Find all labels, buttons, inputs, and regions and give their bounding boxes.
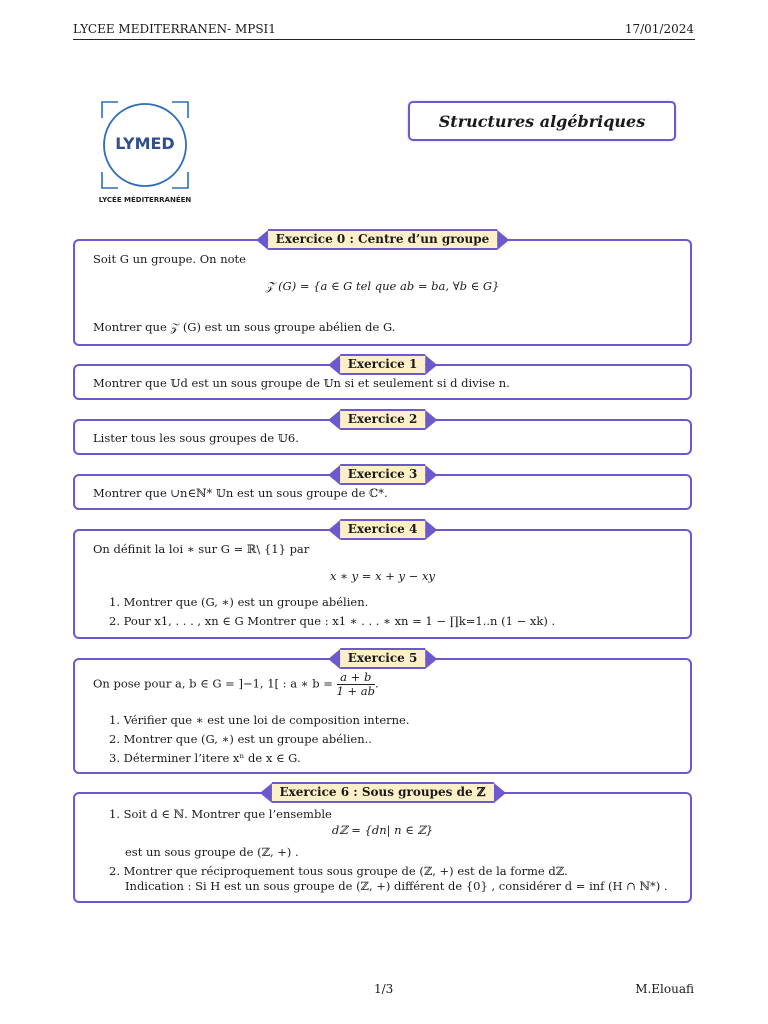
ex2-text: Lister tous les sous groupes de 𝕌6.: [93, 431, 299, 445]
header-rule: [73, 39, 695, 40]
header-left: LYCEE MEDITERRANEN- MPSI1: [73, 22, 276, 36]
ex5-item2: 2. Montrer que (G, ∗) est un groupe abélien..: [109, 732, 372, 746]
exercise-2-tag: Exercice 2: [328, 409, 438, 430]
exercise-6-tag: Exercice 6 : Sous groupes de ℤ: [259, 782, 505, 803]
exercise-1-box: [73, 357, 692, 400]
ex4-line1: On définit la loi ∗ sur G = ℝ\ {1} par: [93, 542, 310, 556]
ex5-line1: On pose pour a, b ∈ G = ]−1, 1[ : a ∗ b = $\frac{a + b}{1 + ab}$ .: [93, 670, 379, 698]
ex4-formula: x ∗ y = x + y − xy: [330, 569, 435, 583]
ex4-item1: 1. Montrer que (G, ∗) est un groupe abélien.: [109, 595, 369, 609]
ex1-text: Montrer que 𝕌d est un sous groupe de 𝕌n si et seulement si d divise n.: [93, 376, 510, 390]
page-title: Structures algébriques: [408, 101, 676, 141]
exercise-4-box: [73, 522, 692, 639]
ex0-line2: Montrer que 𝒵 (G) est un sous groupe abélien de G.: [93, 320, 396, 334]
header-date: 17/01/2024: [624, 22, 694, 36]
exercise-1-tag: Exercice 1: [328, 354, 438, 375]
exercise-0-tag: Exercice 0 : Centre d’un groupe: [256, 229, 510, 250]
exercise-4-tag: Exercice 4: [328, 519, 438, 540]
ex0-line1: Soit G un groupe. On note: [93, 252, 246, 266]
ex6-indication: Indication : Si H est un sous groupe de (ℤ, +) différent de {0} , considérer d = inf (H ∩ ℕ*) .: [125, 879, 668, 893]
school-logo: [100, 100, 190, 205]
ex6-formula: dℤ = {dn| n ∈ ℤ}: [331, 823, 434, 837]
exercise-2-box: [73, 412, 692, 455]
exercise-3-box: [73, 467, 692, 510]
author: M.Elouafi: [635, 982, 694, 996]
exercise-3-tag: Exercice 3: [328, 464, 438, 485]
ex5-item3: 3. Déterminer l’itere xⁿ de x ∈ G.: [109, 751, 301, 765]
exercise-6-box: [73, 785, 692, 903]
ex5-item1: 1. Vérifier que ∗ est une loi de composition interne.: [109, 713, 410, 727]
ex4-item2: 2. Pour x1, . . . , xn ∈ G Montrer que : x1 ∗ . . . ∗ xn = 1 − ∏k=1..n (1 − xk) .: [109, 614, 556, 628]
exercise-5-tag: Exercice 5: [328, 648, 438, 669]
ex3-text: Montrer que ∪n∈ℕ* 𝕌n est un sous groupe de ℂ*.: [93, 486, 388, 500]
logo-text: LYMED: [115, 134, 175, 153]
ex5-fraction: $\frac{a + b}{1 + ab}$: [336, 670, 375, 698]
ex0-formula: 𝒵 (G) = {a ∈ G tel que ab = ba, ∀b ∈ G}: [265, 279, 500, 293]
exercise-0-box: [73, 232, 692, 346]
logo-subtitle: LYCÉE MÉDITERRANÉEN: [98, 196, 192, 204]
ex6-item2: 2. Montrer que réciproquement tous sous groupe de (ℤ, +) est de la forme dℤ.: [109, 864, 568, 878]
exercise-5-box: [73, 651, 692, 774]
ex6-item1-cont: est un sous groupe de (ℤ, +) .: [125, 845, 299, 859]
page-number: 1/3: [374, 982, 394, 996]
ex6-item1: 1. Soit d ∈ ℕ. Montrer que l’ensemble: [109, 807, 332, 821]
